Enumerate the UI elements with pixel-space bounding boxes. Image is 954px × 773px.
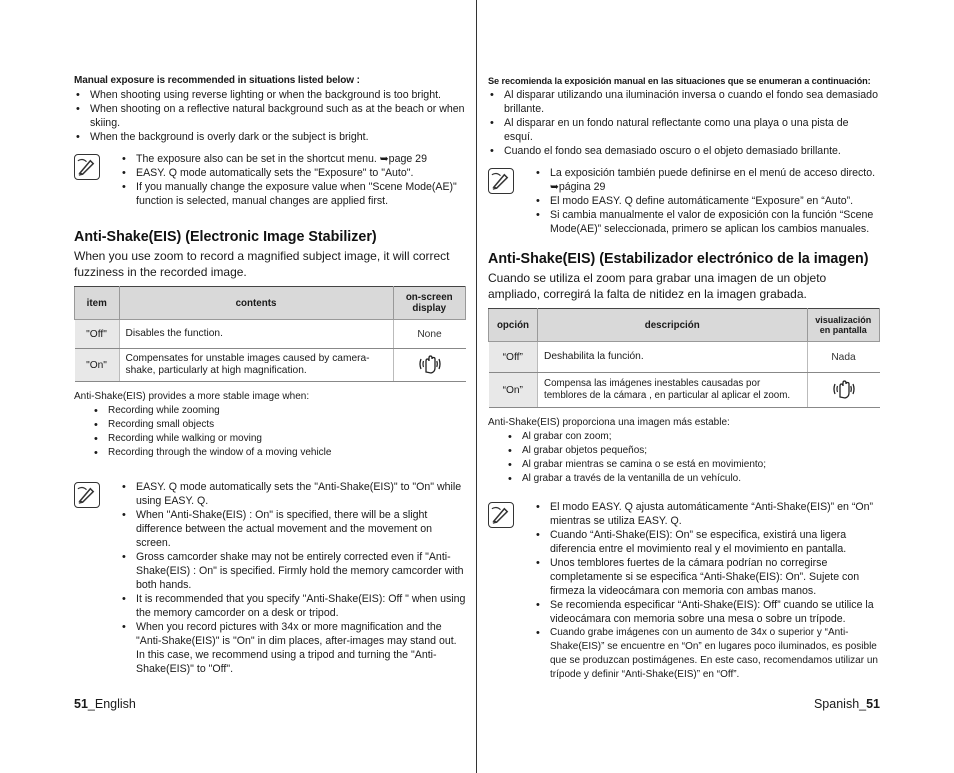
table-header: item: [75, 287, 120, 320]
note-block: [74, 480, 466, 676]
note-pencil-icon: [488, 168, 514, 194]
table-cell-item: “On”: [489, 373, 538, 408]
footer-language: _English: [87, 697, 136, 711]
list-item: • El modo EASY. Q ajusta automáticamente “Anti-Shake(EIS)” en “On” mientras se utiliza EASY. Q.: [550, 500, 880, 528]
list-item: • Recording small objects: [108, 418, 466, 432]
section-title: Anti-Shake(EIS) (Electronic Image Stabilizer): [74, 229, 377, 245]
manual-exposure-heading: Se recomienda la exposición manual en las situaciones que se enumeran a continuación:: [488, 76, 871, 86]
section-intro: Cuando se utiliza el zoom para grabar una imagen de un objeto ampliado, corregirá la falta de nitidez en la imagen grabada.: [488, 271, 827, 301]
note-list: [534, 500, 880, 682]
table-cell-display: Nada: [807, 342, 880, 373]
table-cell-contents: Compensa las imágenes inestables causadas por temblores de la cámara , en particular al aplicar el zoom.: [538, 373, 808, 408]
list-item: • Al disparar utilizando una iluminación inversa o cuando el fondo sea demasiado brillante.: [504, 88, 880, 116]
list-item: • EASY. Q mode automatically sets the "Exposure" to "Auto".: [136, 166, 466, 180]
spanish-page: [488, 74, 880, 682]
footer-language: Spanish_: [813, 697, 867, 711]
list-item: • If you manually change the exposure value when "Scene Mode(AE)" function is selected, manual changes are applied first.: [136, 180, 466, 208]
table-cell-contents: Compensates for unstable images caused by camera-shake, particularly at high magnification.: [119, 349, 393, 382]
list-item: • When "Anti-Shake(EIS) : On" is specified, there will be a slight difference between the actual movement and the movement on screen.: [136, 508, 466, 550]
list-item: • Cuando el fondo sea demasiado oscuro o el objeto demasiado brillante.: [504, 144, 880, 158]
note-pencil-icon: [488, 502, 514, 528]
list-item: • It is recommended that you specify "Anti-Shake(EIS): Off " when using the memory camcorder on a desk or tripod.: [136, 592, 466, 620]
note-list: [120, 480, 466, 676]
table-cell-item: "Off": [75, 320, 120, 349]
table-row: [489, 373, 880, 408]
table-header: opción: [489, 309, 538, 342]
table-header: visualización en pantalla: [807, 309, 880, 342]
note-list: [534, 166, 880, 236]
manual-exposure-list: [488, 88, 880, 158]
page-number: 51: [74, 697, 88, 711]
list-item: • Recording while walking or moving: [108, 432, 466, 446]
list-item: • Al disparar en un fondo natural reflectante como una playa o una pista de esquí.: [504, 116, 880, 144]
list-item: • Al grabar objetos pequeños;: [522, 444, 880, 458]
table-row: [75, 320, 466, 349]
table-header: contents: [119, 287, 393, 320]
stable-text: Anti-Shake(EIS) proporciona una imagen más estable:: [488, 417, 730, 428]
list-item: • When you record pictures with 34x or more magnification and the "Anti-Shake(EIS)" is "On" in dim places, after-images may stand out. In this case, we recommend using a tripod and turning the "Anti-Shake(EIS)" to "Off".: [136, 620, 466, 676]
anti-shake-hand-icon: [416, 353, 444, 378]
stable-text: Anti-Shake(EIS) provides a more stable image when:: [74, 391, 310, 402]
list-item: • Recording while zooming: [108, 404, 466, 418]
table-cell-display: [393, 349, 466, 382]
page-divider: [476, 0, 477, 773]
list-item: • Se recomienda especificar “Anti-Shake(EIS): Off” cuando se utilice la videocámara con memoria sobre una mesa o sobre un trípode.: [550, 598, 880, 626]
list-item: • Cuando “Anti-Shake(EIS): On” se especifica, existirá una ligera diferencia entre el movimiento real y el movimiento en pantalla.: [550, 528, 880, 556]
list-item: • Si cambia manualmente el valor de exposición con la función “Scene Mode(AE)” seleccionada, primero se aplican los cambios manuales.: [550, 208, 880, 236]
list-item: • Gross camcorder shake may not be entirely corrected even if "Anti-Shake(EIS) : On" is specified. Firmly hold the memory camcorder with both hands.: [136, 550, 466, 592]
stable-list: [74, 404, 466, 460]
list-item: • When the background is overly dark or the subject is bright.: [90, 130, 466, 144]
list-item: • The exposure also can be set in the shortcut menu. ➥page 29: [136, 152, 466, 166]
list-item: • Unos temblores fuertes de la cámara podrían no corregirse completamente si se especifica “Anti-Shake(EIS): On”. Sujete con firmeza la videocámara con memoria con ambas manos.: [550, 556, 880, 598]
table-cell-contents: Disables the function.: [119, 320, 393, 349]
table-cell-display: None: [393, 320, 466, 349]
table-cell-contents: Deshabilita la función.: [538, 342, 808, 373]
table-header: on-screen display: [393, 287, 466, 320]
table-header: descripción: [538, 309, 808, 342]
manual-exposure-list: [74, 88, 466, 144]
section-title: Anti-Shake(EIS) (Estabilizador electrónico de la imagen): [488, 251, 869, 267]
list-item: • When shooting using reverse lighting or when the background is too bright.: [90, 88, 466, 102]
page-number: 51: [866, 697, 880, 711]
list-item: • Al grabar a través de la ventanilla de un vehículo.: [522, 472, 880, 486]
list-item: • La exposición también puede definirse en el menú de acceso directo. ➥página 29: [550, 166, 880, 194]
section-intro: When you use zoom to record a magnified subject image, it will correct fuzziness in the recorded image.: [74, 249, 450, 279]
note-block: [488, 166, 880, 236]
note-block: [74, 152, 466, 208]
anti-shake-hand-icon: [830, 378, 858, 403]
list-item: • Recording through the window of a moving vehicle: [108, 446, 466, 460]
list-item: • Al grabar mientras se camina o se está en movimiento;: [522, 458, 880, 472]
table-cell-item: “Off”: [489, 342, 538, 373]
settings-table: [488, 308, 880, 408]
list-item: • El modo EASY. Q define automáticamente “Exposure” en “Auto”.: [550, 194, 880, 208]
page-footer-english: [74, 697, 136, 711]
settings-table: [74, 286, 466, 382]
note-pencil-icon: [74, 482, 100, 508]
note-block: [488, 500, 880, 682]
list-item: • When shooting on a reflective natural background such as at the beach or when skiing.: [90, 102, 466, 130]
note-pencil-icon: [74, 154, 100, 180]
list-item: • Cuando grabe imágenes con un aumento de 34x o superior y “Anti-Shake(EIS)” se encuentre en “On” en lugares poco iluminados, es posible que se produzcan postimágenes. En este caso, recomendamos utilizar un trípode y definir “Anti-Shake(EIS)” en “Off”.: [550, 626, 880, 682]
table-cell-display: [807, 373, 880, 408]
manual-exposure-heading: Manual exposure is recommended in situations listed below :: [74, 75, 360, 86]
table-cell-item: "On": [75, 349, 120, 382]
stable-list: [488, 430, 880, 486]
note-list: [120, 152, 466, 208]
page-footer-spanish: [814, 697, 880, 711]
table-row: [75, 349, 466, 382]
list-item: • Al grabar con zoom;: [522, 430, 880, 444]
list-item: • EASY. Q mode automatically sets the "Anti-Shake(EIS)" to "On" while using EASY. Q.: [136, 480, 466, 508]
english-page: [74, 74, 466, 676]
table-row: [489, 342, 880, 373]
